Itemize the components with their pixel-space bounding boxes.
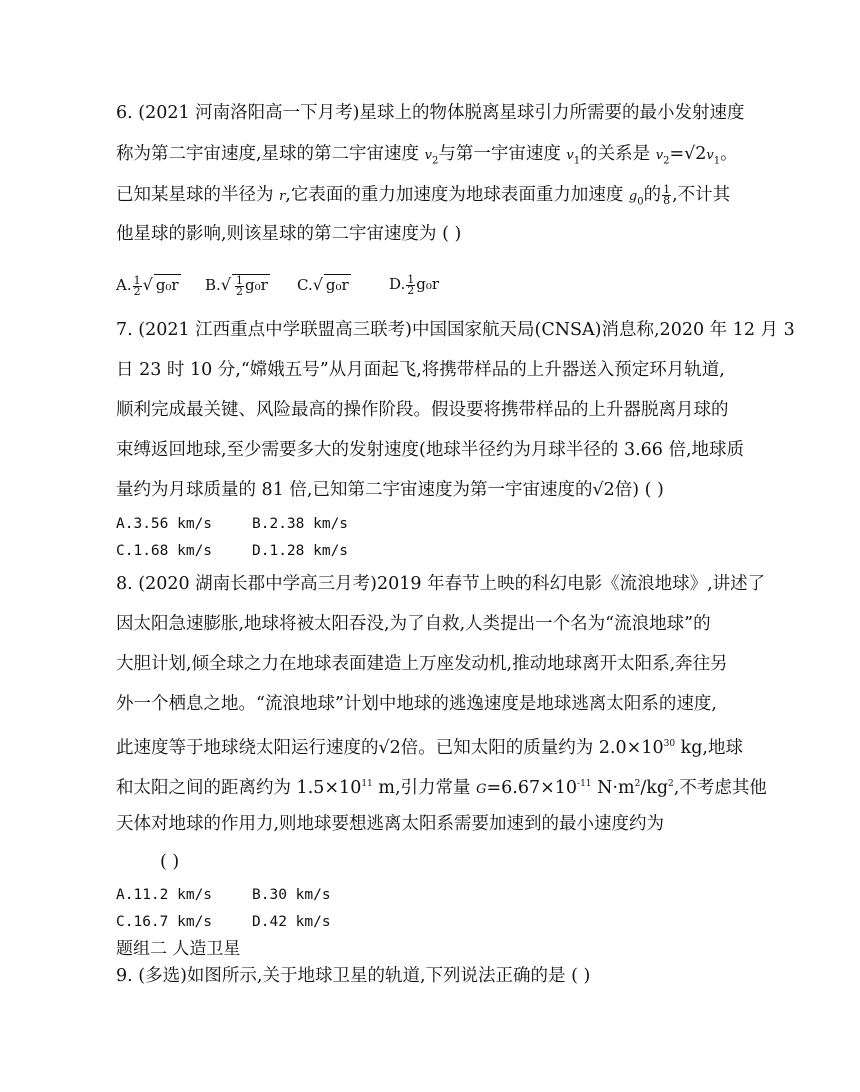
q6-option-b — [205, 274, 270, 297]
numerator: 1 — [407, 272, 415, 286]
exponent: -11 — [577, 779, 592, 789]
subscript: 2 — [431, 155, 439, 167]
exponent: 30 — [663, 739, 676, 749]
exponent: 2 — [668, 779, 674, 789]
symbol-r: r — [279, 189, 286, 204]
fraction-half — [406, 272, 415, 297]
q8-text: m,引力常量 — [372, 777, 477, 798]
q7-line-3: 顺利完成最关键、风险最高的操作阶段。假设要将携带样品的上升器脱离月球的 — [116, 400, 729, 420]
fraction-one-eighth — [662, 185, 671, 206]
q6-text: ,它表面的重力加速度为地球表面重力加速度 — [285, 185, 629, 205]
q9-line-1: 9. (多选)如图所示,关于地球卫星的轨道,下列说法正确的是 ( ) — [116, 966, 591, 986]
q8-line-2: 因太阳急速膨胀,地球将被太阳吞没,为了自救,人类提出一个名为“流浪地球”的 — [116, 614, 711, 634]
q8-option-d: D.42 km/s — [252, 914, 331, 930]
denominator: 2 — [133, 284, 141, 298]
q8-line-7: 天体对地球的作用力,则地球要想逃离太阳系需要加速到的最小速度约为 — [116, 814, 665, 834]
q8-text: /kg — [640, 777, 669, 798]
radicand-value: g₀r — [245, 276, 268, 294]
q6-line-3 — [116, 183, 730, 215]
symbol-v: v — [655, 148, 664, 163]
punctuation: 。 — [720, 144, 738, 164]
q8-text: N·m — [591, 777, 635, 798]
fraction-half — [235, 273, 244, 298]
q7-line-2: 日 23 时 10 分,“嫦娥五号”从月面起飞,将携带样品的上升器送入预定环月轨道, — [116, 360, 725, 380]
subscript: 0 — [637, 196, 644, 208]
q7-option-d: D.1.28 km/s — [252, 543, 349, 559]
q6-option-d — [389, 274, 439, 296]
section-heading: 题组二 人造卫星 — [116, 939, 241, 959]
option-letter: B. — [205, 276, 221, 294]
q6-option-a — [116, 274, 181, 297]
option-letter: D. — [389, 275, 406, 293]
q8-line-3: 大胆计划,倾全球之力在地球表面建造上万座发动机,推动地球离开太阳系,奔往另 — [116, 654, 728, 674]
q6-text: 称为第二宇宙速度,星球的第二宇宙速度 — [116, 144, 425, 164]
q7-option-a: A.3.56 km/s — [116, 516, 213, 532]
option-value: g₀r — [416, 275, 440, 293]
relation: =√2 — [669, 144, 707, 164]
q8-text: =6.67×10 — [486, 777, 578, 798]
subscript: 1 — [713, 155, 721, 167]
q8-line-4: 外一个栖息之地。“流浪地球”计划中地球的逃逸速度是地球逃离太阳系的速度, — [116, 694, 717, 714]
sqrt-icon: √ — [312, 275, 323, 294]
q6-text: ,不计其 — [672, 185, 731, 205]
numerator: 1 — [663, 183, 671, 196]
radicand: g₀r — [325, 276, 349, 294]
subscript: 2 — [663, 155, 670, 167]
q7-line-4: 束缚返回地球,至少需要多大的发射速度(地球半径约为月球半径的 3.66 倍,地球质 — [116, 440, 745, 460]
symbol-v: v — [566, 148, 574, 163]
q7-line-1: 7. (2021 江西重点中学联盟高三联考)中国国家航天局(CNSA)消息称,2020 年 12 月 3 — [116, 320, 795, 340]
fraction-half — [133, 273, 142, 298]
q8-line-5 — [116, 732, 743, 760]
q8-option-b: B.30 km/s — [252, 887, 331, 903]
sqrt-icon: √ — [142, 275, 153, 294]
radicand — [232, 274, 270, 297]
symbol-v: v — [706, 148, 714, 163]
q7-line-5: 量约为月球质量的 81 倍,已知第二宇宙速度为第一宇宙速度的√2倍) ( ) — [116, 480, 664, 500]
symbol-v: v — [424, 148, 432, 163]
q6-text: 与第一宇宙速度 — [438, 144, 567, 164]
q6-text: 的关系是 — [580, 144, 656, 164]
q6-option-c — [297, 274, 351, 295]
subscript: 1 — [573, 155, 581, 167]
option-letter: A. — [116, 276, 132, 294]
symbol-g: g — [628, 189, 638, 204]
q6-line-1: 6. (2021 河南洛阳高一下月考)星球上的物体脱离星球引力所需要的最小发射速度 — [116, 103, 745, 123]
numerator: 1 — [133, 273, 141, 287]
q6-text: 已知某星球的半径为 — [116, 185, 280, 205]
q8-option-c: C.16.7 km/s — [116, 914, 213, 930]
q6-line-4: 他星球的影响,则该星球的第二宇宙速度为 ( ) — [116, 224, 462, 244]
option-letter: C. — [297, 276, 313, 294]
q8-line-6 — [116, 772, 767, 802]
q6-line-2 — [116, 142, 738, 174]
exponent: 11 — [361, 779, 373, 789]
q8-text: 和太阳之间的距离约为 1.5×10 — [116, 777, 362, 798]
q8-text: 此速度等于地球绕太阳运行速度的√2倍。已知太阳的质量约为 2.0×10 — [116, 737, 664, 758]
q8-line-1: 8. (2020 湖南长郡中学高三月考)2019 年春节上映的科幻电影《流浪地球》,讲述了 — [116, 574, 766, 594]
sqrt-icon: √ — [220, 275, 231, 294]
q8-line-8: ( ) — [160, 852, 180, 872]
numerator: 1 — [236, 273, 243, 287]
q7-option-b: B.2.38 km/s — [252, 516, 349, 532]
q7-option-c: C.1.68 km/s — [116, 543, 213, 559]
radicand: g₀r — [155, 276, 179, 294]
denominator: 8 — [663, 194, 671, 207]
q8-text: kg,地球 — [675, 737, 743, 758]
denominator: 2 — [407, 283, 415, 297]
q8-option-a: A.11.2 km/s — [116, 887, 213, 903]
symbol-g: G — [476, 781, 487, 797]
denominator: 2 — [236, 284, 243, 298]
q8-text: ,不考虑其他 — [673, 777, 767, 798]
exponent: 2 — [634, 779, 641, 789]
q6-text: 的 — [643, 185, 662, 205]
